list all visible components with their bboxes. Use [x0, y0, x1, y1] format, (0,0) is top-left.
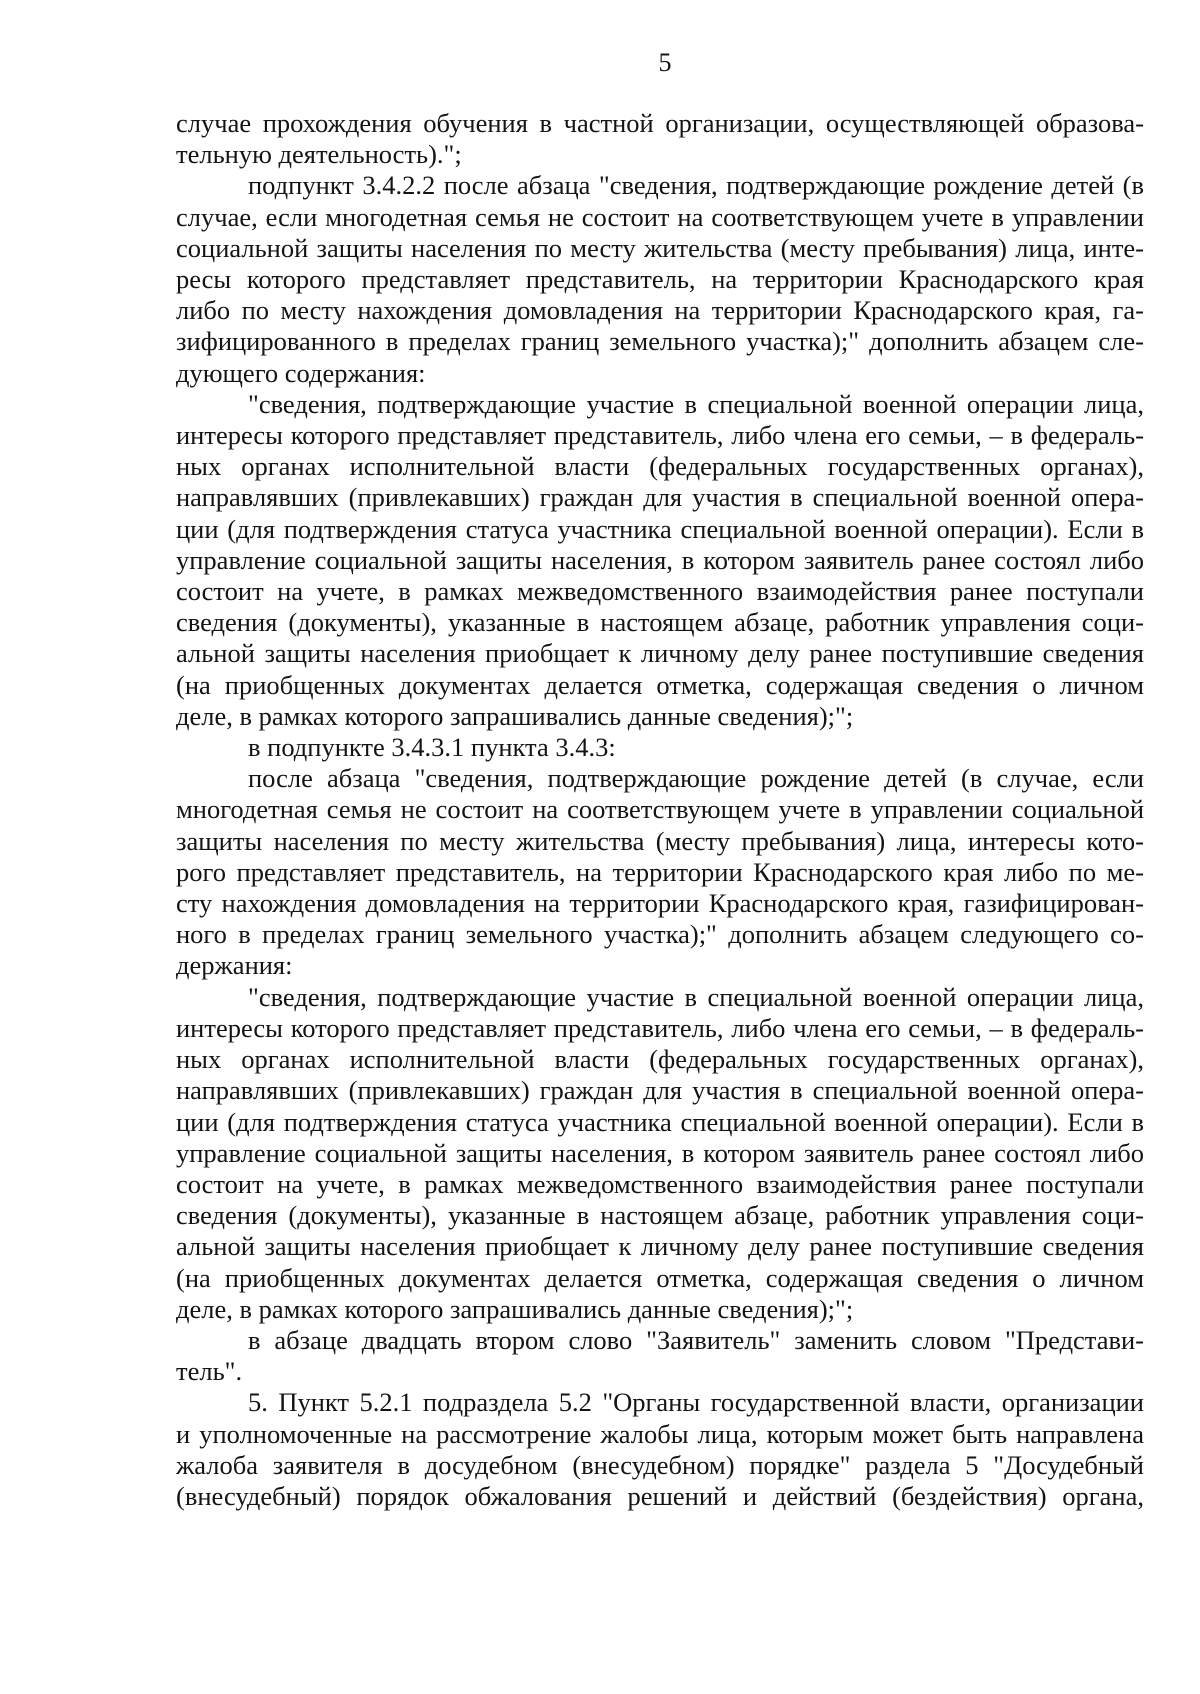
text-line: в подпункте 3.4.3.1 пункта 3.4.3:: [248, 732, 616, 763]
text-line: ных органах исполнительной власти (федеральных государственных органах),: [176, 1044, 1144, 1075]
text-line: "сведения, подтверждающие участие в специальной военной операции лица,: [248, 388, 1144, 419]
text-line: сведения (документы), указанные в настоящем абзаце, работник управления соци-: [176, 1200, 1144, 1231]
text-line: держания:: [176, 950, 293, 981]
text-line: (на приобщенных документах делается отметка, содержащая сведения о личном: [176, 1262, 1144, 1293]
text-line: состоит на учете, в рамках межведомственного взаимодействия ранее поступали: [176, 576, 1144, 607]
text-line: ции (для подтверждения статуса участника специальной военной операции). Если в: [176, 513, 1144, 544]
text-line: тель".: [176, 1356, 243, 1387]
text-line: сту нахождения домовладения на территории Краснодарского края, газифицирован-: [176, 888, 1144, 919]
text-line: интересы которого представляет представитель, либо члена его семьи, – в федераль-: [176, 1012, 1144, 1043]
text-line: в абзаце двадцать втором слово "Заявитель" заменить словом "Представи-: [248, 1324, 1144, 1355]
text-line: деле, в рамках которого запрашивались данные сведения);";: [176, 700, 854, 731]
text-line: "сведения, подтверждающие участие в специальной военной операции лица,: [248, 981, 1144, 1012]
page-number: 5: [658, 48, 672, 77]
text-line: (на приобщенных документах делается отметка, содержащая сведения о личном: [176, 669, 1144, 700]
text-line: случае прохождения обучения в частной организации, осуществляющей образова-: [176, 108, 1144, 138]
text-line: зифицированного в пределах границ земельного участка);" дополнить абзацем сле-: [176, 326, 1144, 357]
text-line: тельную деятельность).";: [176, 139, 462, 170]
text-line: многодетная семья не состоит на соответствующем учете в управлении социальной: [176, 794, 1144, 825]
text-line: рого представляет представитель, на территории Краснодарского края либо по ме-: [176, 856, 1144, 887]
text-line: управление социальной защиты населения, в котором заявитель ранее состоял либо: [176, 544, 1144, 575]
text-line: альной защиты населения приобщает к личному делу ранее поступившие сведения: [176, 1231, 1144, 1262]
text-line: направлявших (привлекавших) граждан для участия в специальной военной опера-: [176, 1075, 1144, 1106]
text-line: ресы которого представляет представитель, на территории Краснодарского края: [176, 264, 1144, 295]
text-line: защиты населения по месту жительства (месту пребывания) лица, интересы кото-: [176, 825, 1144, 856]
text-line: управление социальной защиты населения, в котором заявитель ранее состоял либо: [176, 1137, 1144, 1168]
text-line: ных органах исполнительной власти (федеральных государственных органах),: [176, 451, 1144, 482]
text-line: деле, в рамках которого запрашивались данные сведения);";: [176, 1293, 854, 1324]
text-line: сведения (документы), указанные в настоящем абзаце, работник управления соци-: [176, 607, 1144, 638]
text-line: состоит на учете, в рамках межведомственного взаимодействия ранее поступали: [176, 1168, 1144, 1199]
text-line: случае, если многодетная семья не состоит на соответствующем учете в управлении: [176, 201, 1144, 232]
text-line: подпункт 3.4.2.2 после абзаца "сведения, подтверждающие рождение детей (в: [248, 170, 1144, 201]
text-line: после абзаца "сведения, подтверждающие рождение детей (в случае, если: [248, 763, 1144, 794]
text-line: альной защиты населения приобщает к личному делу ранее поступившие сведения: [176, 638, 1144, 669]
text-line: либо по месту нахождения домовладения на территории Краснодарского края, га-: [176, 295, 1144, 326]
text-line: ного в пределах границ земельного участка);" дополнить абзацем следующего со-: [176, 919, 1144, 950]
text-line: 5. Пункт 5.2.1 подраздела 5.2 "Органы государственной власти, организации: [248, 1387, 1144, 1418]
text-line: (внесудебный) порядок обжалования решений и действий (бездействия) органа,: [176, 1480, 1144, 1511]
text-line: социальной защиты населения по месту жительства (месту пребывания) лица, инте-: [176, 232, 1144, 263]
document-body: [176, 108, 1144, 1512]
text-line: жалоба заявителя в досудебном (внесудебном) порядке" раздела 5 "Досудебный: [176, 1449, 1144, 1480]
text-line: дующего содержания:: [176, 357, 426, 388]
text-line: и уполномоченные на рассмотрение жалобы лица, которым может быть направлена: [176, 1418, 1144, 1449]
text-line: ции (для подтверждения статуса участника специальной военной операции). Если в: [176, 1106, 1144, 1137]
text-line: интересы которого представляет представитель, либо члена его семьи, – в федераль-: [176, 420, 1144, 451]
text-line: направлявших (привлекавших) граждан для участия в специальной военной опера-: [176, 482, 1144, 513]
